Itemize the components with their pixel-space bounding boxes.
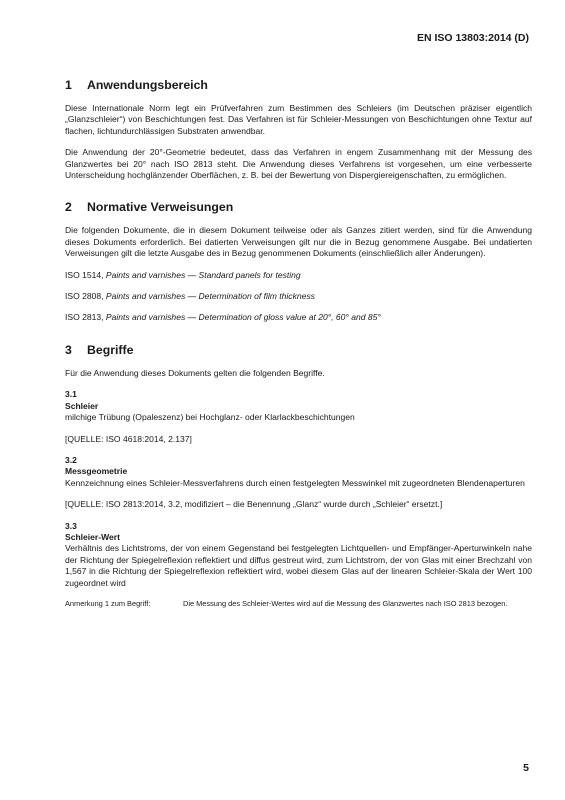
- term-entry: [65, 455, 532, 511]
- section-number: 3: [65, 342, 72, 357]
- section-number: 2: [65, 200, 72, 215]
- note-text: Die Messung des Schleier-Wertes wird auf die Messung des Glanzwertes nach ISO 2813 bezogen.: [183, 598, 508, 608]
- section-title: Normative Verweisungen: [87, 200, 234, 215]
- document-header: EN ISO 13803:2014 (D): [416, 32, 529, 44]
- term-entry: [65, 521, 532, 609]
- term-definition: milchige Trübung (Opaleszenz) bei Hochglanz- oder Klarlackbeschichtungen: [65, 412, 355, 423]
- note-label: Anmerkung 1 zum Begriff:: [65, 598, 151, 608]
- term-definition: Verhältnis des Lichtstroms, der von einem Gegenstand bei festgelegten Lichtquellen- und Empfänger-Aperturwinkeln nahe der Richtung der Spiegelreflexion reflektiert und diffus gestreut wird, zum Lichtstrom, der von Glas mit einer Brechzahl von 1,567 in die Richtung der Spiegelreflexion reflektiert wird, wobei diesem Glas auf der linearen Schleier-Skala der Wert 100 zugeordnet wird: [65, 543, 532, 588]
- paragraph: Für die Anwendung dieses Dokuments gelten die folgenden Begriffe.: [65, 367, 325, 378]
- normative-reference: [65, 270, 532, 281]
- section-heading-1: [65, 78, 532, 93]
- term-name: Schleier-Wert: [65, 531, 120, 542]
- term-number: 3.2: [65, 454, 77, 465]
- paragraph: Diese Internationale Norm legt ein Prüfverfahren zum Bestimmen des Schleiers (im Deutschen präziser eigentlich „Glanzschleier“) von Beschichtungen fest. Das Verfahren ist für Schleier-Messungen von Beschichtungen ohne Textur auf flachen, lichtundurchlässigen Substraten anwendbar.: [65, 103, 532, 136]
- reference-code: ISO 1514,: [65, 269, 104, 280]
- section-title: Anwendungsbereich: [87, 78, 208, 92]
- paragraph: Die Anwendung der 20°-Geometrie bedeutet, dass das Verfahren in engem Zusammenhang mit der Messung des Glanzwertes bei 20° nach ISO 2813 steht. Die Anwendung dieses Verfahrens ist vorgesehen, um eine verbesserte Unterscheidung hochglänzender Oberflächen, z. B. bei der Bewertung von Dispergiereigenschaften, zu ermöglichen.: [65, 147, 532, 181]
- section-heading-2: [65, 200, 532, 215]
- term-number: 3.1: [65, 389, 77, 400]
- reference-title: Paints and varnishes — Determination of gloss value at 20°, 60° and 85°: [105, 312, 381, 323]
- normative-reference: [65, 312, 532, 323]
- term-source: [QUELLE: ISO 2813:2014, 3.2, modifiziert – die Benennung „Glanz“ wurde durch „Schleier“ ersetzt.]: [65, 499, 443, 510]
- reference-code: ISO 2808,: [65, 291, 104, 302]
- normative-reference: [65, 291, 532, 302]
- term-definition: Kennzeichnung eines Schleier-Messverfahrens durch einen festgelegten Messwinkel mit zugeordneten Blendenaperturen: [65, 477, 525, 488]
- paragraph: Die folgenden Dokumente, die in diesem Dokument teilweise oder als Ganzes zitiert werden, sind für die Anwendung dieses Dokuments erforderlich. Bei datierten Verweisungen gilt nur die in Bezug genommene Ausgabe. Bei undatierten Verweisungen gilt die letzte Ausgabe des in Bezug genommenen Dokuments (einschließlich aller Änderungen).: [65, 225, 532, 259]
- reference-title: Paints and varnishes — Determination of film thickness: [105, 291, 315, 302]
- term-name: Messgeometrie: [65, 466, 128, 477]
- section-title: Begriffe: [87, 342, 134, 357]
- reference-title: Paints and varnishes — Standard panels for testing: [105, 269, 301, 280]
- section-number: 1: [65, 78, 72, 92]
- page-number: 5: [523, 762, 529, 774]
- term-note: [65, 599, 532, 609]
- term-name: Schleier: [65, 400, 99, 411]
- term-source: [QUELLE: ISO 4618:2014, 2.137]: [65, 433, 192, 444]
- section-heading-3: [65, 343, 532, 358]
- term-entry: [65, 389, 532, 445]
- page-content: [65, 78, 532, 609]
- reference-code: ISO 2813,: [65, 312, 104, 323]
- term-number: 3.3: [65, 520, 77, 531]
